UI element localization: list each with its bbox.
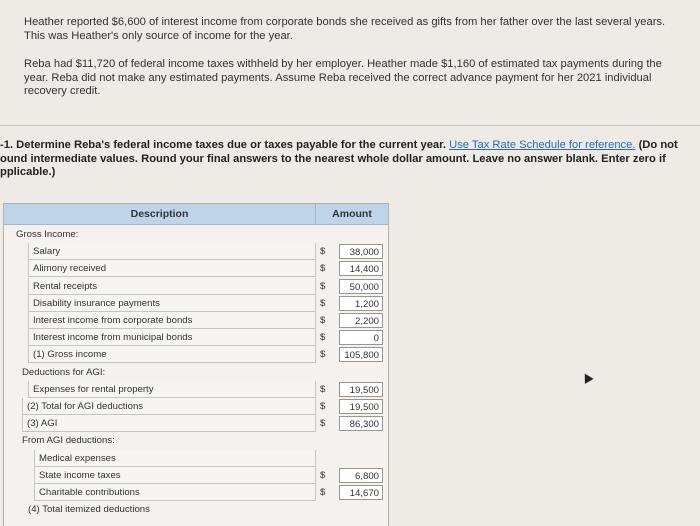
- row-label: Interest income from municipal bonds: [28, 329, 316, 346]
- dollar-sign: $: [320, 297, 326, 309]
- amount-input[interactable]: 1,200: [339, 296, 383, 311]
- dollar-sign: $: [320, 332, 326, 344]
- amount-input[interactable]: 19,500: [339, 399, 383, 414]
- dollar-sign: $: [320, 280, 326, 292]
- amount-input[interactable]: 86,300: [339, 416, 383, 431]
- section-divider: [0, 125, 700, 126]
- dollar-sign: $: [320, 349, 326, 361]
- row-label: Deductions for AGI:: [22, 366, 106, 378]
- amount-input[interactable]: 14,400: [339, 261, 383, 276]
- intro-paragraph-heather: Heather reported $6,600 of interest income from corporate bonds she received as gifts from her father over the last several years. This was Heather's only source of income for the year.: [24, 16, 666, 42]
- table-row: [4, 260, 388, 277]
- table-row: [4, 278, 388, 295]
- header-amount: Amount: [316, 204, 388, 225]
- table-row: [4, 467, 388, 484]
- dollar-sign: $: [320, 315, 326, 326]
- table-row: [4, 312, 388, 329]
- table-row: [4, 501, 388, 518]
- table-row: [4, 381, 388, 398]
- table-row: [4, 484, 388, 501]
- table-row: [4, 226, 388, 243]
- table-row: [4, 432, 388, 449]
- table-row: [4, 415, 388, 432]
- amount-input[interactable]: 38,000: [339, 244, 383, 259]
- table-row: [4, 346, 388, 363]
- table-row: [4, 398, 388, 415]
- dollar-sign: $: [320, 263, 326, 275]
- table-row: [4, 450, 388, 467]
- amount-input[interactable]: 6,800: [339, 468, 383, 483]
- row-label: Gross Income:: [16, 229, 79, 240]
- row-label: Medical expenses: [34, 450, 316, 467]
- table-row: [4, 329, 388, 346]
- amount-input[interactable]: 19,500: [339, 382, 383, 397]
- row-label: Salary: [28, 243, 316, 260]
- row-label: Interest income from corporate bonds: [28, 312, 316, 329]
- header-description: Description: [4, 204, 316, 225]
- amount-input[interactable]: 105,800: [339, 347, 383, 362]
- row-label: Rental receipts: [28, 278, 316, 295]
- table-row: [4, 364, 388, 381]
- dollar-sign: $: [320, 383, 326, 395]
- row-label: Charitable contributions: [34, 484, 316, 501]
- dollar-sign: $: [320, 487, 326, 498]
- row-label: Disability insurance payments: [28, 295, 316, 312]
- row-label: Alimony received: [28, 260, 316, 277]
- row-label: (4) Total itemized deductions: [28, 504, 150, 516]
- dollar-sign: $: [320, 418, 326, 430]
- question-text: [0, 139, 700, 180]
- row-label: Expenses for rental property: [28, 381, 316, 398]
- mouse-cursor-icon: [580, 371, 593, 384]
- dollar-sign: $: [320, 246, 326, 258]
- amount-input[interactable]: 0: [339, 330, 383, 345]
- dollar-sign: $: [320, 401, 326, 412]
- table-row: [4, 243, 388, 260]
- dollar-sign: $: [320, 469, 326, 481]
- amount-input[interactable]: 50,000: [339, 279, 383, 294]
- amount-input[interactable]: 2,200: [339, 313, 383, 328]
- amount-input[interactable]: 14,670: [339, 485, 383, 500]
- row-label: From AGI deductions:: [22, 435, 115, 447]
- question-instructions: (Do not ound intermediate values. Round your final answers to the nearest whole dollar amount. Leave no answer blank. Enter zero if pplicable.): [0, 139, 678, 178]
- question-prefix: -1. Determine Reba's federal income taxes due or taxes payable for the current year.: [0, 139, 446, 151]
- intro-paragraph-reba: Reba had $11,720 of federal income taxes withheld by her employer. Heather made $1,160 of estimated tax payments during the year. Reba did not make any estimated payments. Assume Reba received the correct advance payment for her 2021 individual recovery credit.: [24, 58, 662, 97]
- tax-rate-schedule-link[interactable]: Use Tax Rate Schedule for reference.: [449, 139, 636, 151]
- row-label: State income taxes: [34, 467, 316, 484]
- table-row: [4, 295, 388, 312]
- tax-computation-table: [3, 203, 389, 526]
- row-label: (3) AGI: [22, 415, 316, 432]
- row-label: (1) Gross income: [28, 346, 316, 363]
- row-label: (2) Total for AGI deductions: [22, 398, 316, 415]
